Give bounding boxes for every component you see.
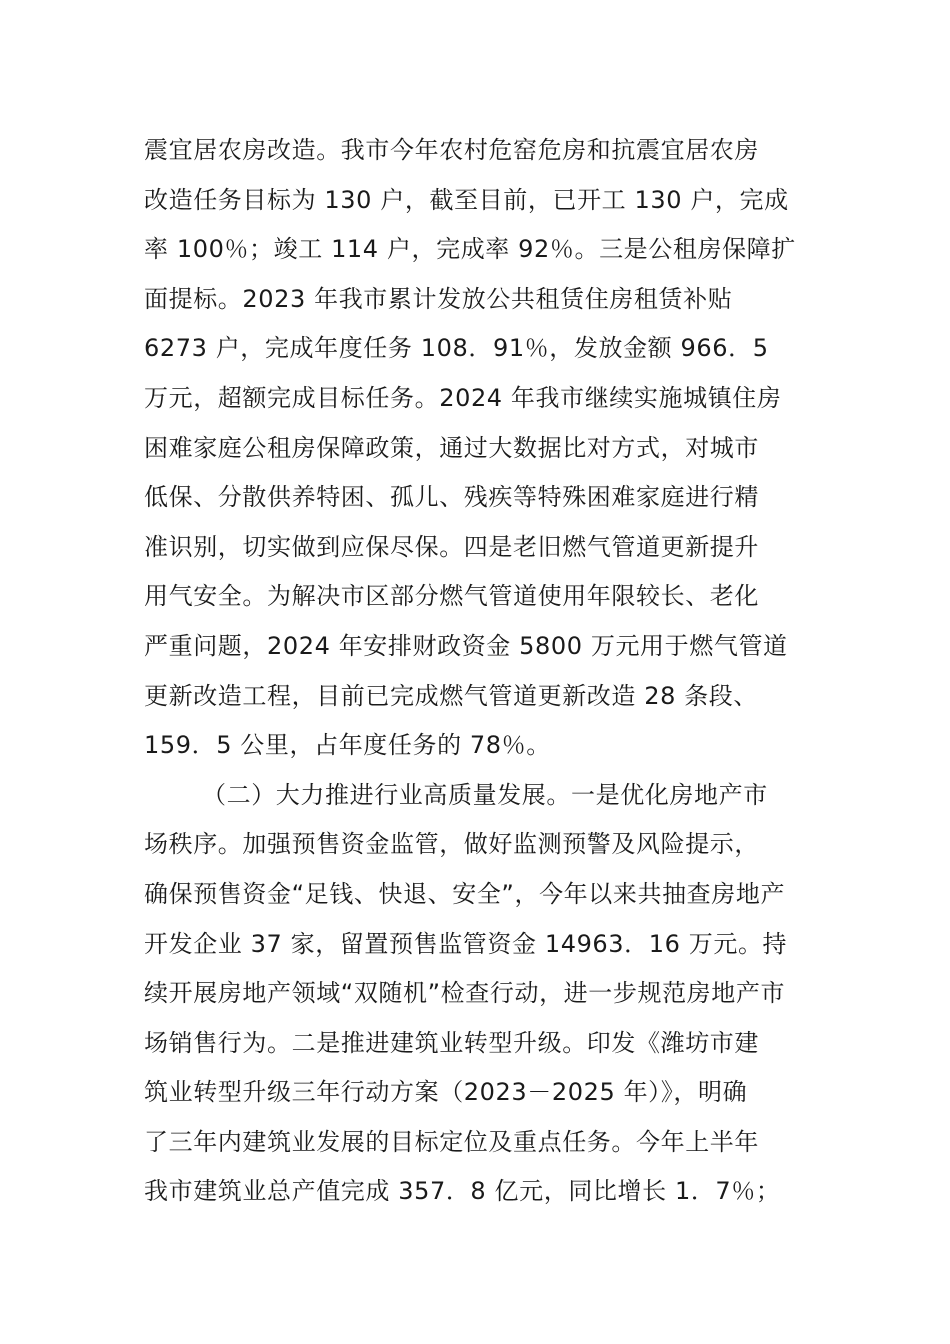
text-line: 场销售行为。二是推进建筑业转型升级。印发《潍坊市建 [144, 1028, 759, 1057]
text-line: 场秩序。加强预售资金监管，做好监测预警及风险提示， [144, 830, 759, 859]
text-line: 率 100％；竣工 114 户，完成率 92％。三是公租房保障扩 [144, 235, 796, 264]
text-line: 了三年内建筑业发展的目标定位及重点任务。今年上半年 [144, 1127, 759, 1156]
text-line: 159．5 公里，占年度任务的 78％。 [144, 731, 551, 760]
section-heading-line: （二）大力推进行业高质量发展。一是优化房地产市 [202, 780, 768, 809]
text-line: 确保预售资金“足钱、快退、安全”，今年以来共抽查房地产 [144, 879, 786, 908]
text-line: 万元，超额完成目标任务。2024 年我市继续实施城镇住房 [144, 383, 782, 412]
text-line: 更新改造工程，目前已完成燃气管道更新改造 28 条段、 [144, 681, 758, 710]
text-line: 准识别，切实做到应保尽保。四是老旧燃气管道更新提升 [144, 532, 759, 561]
text-line: 筑业转型升级三年行动方案（2023－2025 年）》，明确 [144, 1078, 748, 1107]
text-line: 我市建筑业总产值完成 357．8 亿元，同比增长 1．7％； [144, 1177, 781, 1206]
text-line: 续开展房地产领域“双随机”检查行动，进一步规范房地产市 [144, 979, 786, 1008]
text-line: 低保、分散供养特困、孤儿、残疾等特殊困难家庭进行精 [144, 483, 759, 512]
text-line: 开发企业 37 家，留置预售监管资金 14963．16 万元。持 [144, 929, 788, 958]
text-line: 困难家庭公租房保障政策，通过大数据比对方式，对城市 [144, 433, 759, 462]
text-line: 震宜居农房改造。我市今年农村危窑危房和抗震宜居农房 [144, 136, 759, 164]
text-line: 改造任务目标为 130 户，截至目前，已开工 130 户，完成 [144, 185, 789, 214]
text-line: 6273 户，完成年度任务 108．91％，发放金额 966．5 [144, 334, 769, 363]
text-line: 用气安全。为解决市区部分燃气管道使用年限较长、老化 [144, 582, 759, 611]
text-line: 严重问题，2024 年安排财政资金 5800 万元用于燃气管道 [144, 631, 788, 660]
body-text [144, 126, 844, 1217]
text-line: 面提标。2023 年我市累计发放公共租赁住房租赁补贴 [144, 284, 733, 313]
